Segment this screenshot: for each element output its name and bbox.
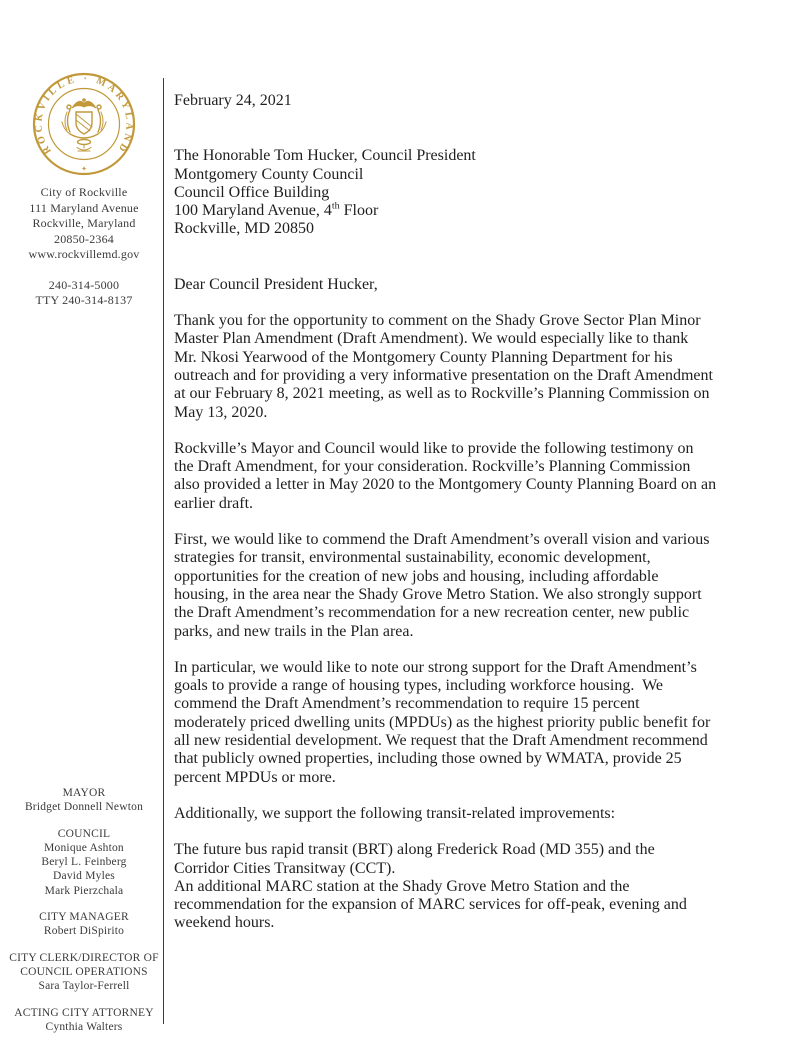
official-title: COUNCIL bbox=[57, 827, 111, 840]
bullet-line: An additional MARC station at the Shady Grove Metro Station and the bbox=[174, 877, 630, 895]
official-name: Cynthia Walters bbox=[45, 1020, 123, 1033]
letterhead-address bbox=[4, 185, 164, 263]
paragraph-line: May 13, 2020. bbox=[174, 403, 268, 421]
bullet-item bbox=[174, 878, 784, 933]
paragraph-line: outreach and for providing a very informative presentation on the Draft Amendment bbox=[174, 366, 713, 384]
official-names bbox=[4, 1020, 164, 1034]
paragraph-line: First, we would like to commend the Draft Amendment’s overall vision and various bbox=[174, 531, 710, 549]
letterhead-address-line: www.rockvillemd.gov bbox=[28, 247, 140, 261]
letterhead-address-line: 20850-2364 bbox=[54, 231, 114, 246]
letter-date: February 24, 2021 bbox=[174, 92, 292, 109]
bullet-list bbox=[174, 841, 784, 932]
official-title: CITY MANAGER bbox=[39, 911, 129, 924]
vertical-divider bbox=[163, 78, 164, 1024]
official-name: Robert DiSpirito bbox=[43, 925, 125, 938]
paragraphs bbox=[174, 312, 784, 823]
city-seal bbox=[32, 72, 136, 176]
official-group bbox=[4, 951, 164, 994]
recipient-line: Rockville, MD 20850 bbox=[174, 220, 314, 238]
paragraph-line: housing, in the area near the Shady Grove Metro Station. We also strongly support bbox=[174, 585, 702, 603]
paragraph bbox=[174, 440, 784, 513]
paragraph-line: all new residential development. We request that the Draft Amendment recommend bbox=[174, 732, 708, 750]
officials-list bbox=[4, 786, 164, 1046]
official-name: Monique Ashton bbox=[44, 841, 124, 854]
svg-text:ROCKVILLE · MARYLAND bbox=[33, 73, 135, 155]
official-names bbox=[4, 841, 164, 898]
seal-crest-icon bbox=[62, 98, 106, 151]
official-names bbox=[4, 924, 164, 938]
paragraph-line: Additionally, we support the following transit-related improvements: bbox=[174, 804, 616, 822]
recipient-line: 100 Maryland Avenue, 4th Floor bbox=[174, 200, 379, 220]
paragraph-line: parks, and new trails in the Plan area. bbox=[174, 622, 414, 640]
bullet-line: The future bus rapid transit (BRT) along Frederick Road (MD 355) and the bbox=[174, 841, 655, 859]
city-seal-icon bbox=[32, 72, 136, 176]
paragraph bbox=[174, 805, 784, 823]
paragraph-line: that publicly owned properties, including those owned by WMATA, provide 25 bbox=[174, 750, 682, 768]
paragraph-line: the Draft Amendment, for your consideration. Rockville’s Planning Commission bbox=[174, 458, 691, 476]
bullet-line: recommendation for the expansion of MARC services for off-peak, evening and bbox=[174, 896, 687, 914]
official-group bbox=[4, 827, 164, 898]
official-group bbox=[4, 786, 164, 815]
paragraph bbox=[174, 312, 784, 422]
letterhead-address-line: Rockville, Maryland bbox=[32, 216, 136, 230]
seal-bottom-glyph: ✦ bbox=[81, 165, 87, 173]
letterhead-address-line: 111 Maryland Avenue bbox=[29, 200, 139, 215]
bullet-line: weekend hours. bbox=[174, 914, 275, 932]
paragraph-line: strategies for transit, environmental sustainability, economic development, bbox=[174, 549, 651, 567]
paragraph-line: Master Plan Amendment (Draft Amendment). We would especially like to thank bbox=[174, 330, 689, 348]
official-group bbox=[4, 910, 164, 939]
paragraph-line: also provided a letter in May 2020 to the Montgomery County Planning Board on an bbox=[174, 476, 717, 494]
paragraph-line: goals to provide a range of housing types, including workforce housing. We bbox=[174, 677, 663, 695]
official-name: David Myles bbox=[53, 870, 115, 883]
paragraph-line: Mr. Nkosi Yearwood of the Montgomery County Planning Department for his bbox=[174, 348, 673, 366]
recipient-line: Montgomery County Council bbox=[174, 165, 364, 183]
letter-body bbox=[174, 92, 784, 933]
paragraph-line: Rockville’s Mayor and Council would like to provide the following testimony on bbox=[174, 439, 694, 457]
official-title: ACTING CITY ATTORNEY bbox=[14, 1006, 154, 1019]
official-name: Bridget Donnell Newton bbox=[24, 801, 144, 814]
official-group bbox=[4, 1006, 164, 1035]
salutation: Dear Council President Hucker, bbox=[174, 275, 378, 293]
official-name: Sara Taylor-Ferrell bbox=[38, 980, 130, 993]
recipient-line: Council Office Building bbox=[174, 183, 330, 201]
paragraph-line: percent MPDUs or more. bbox=[174, 768, 336, 786]
official-title: CITY CLERK/DIRECTOR OF COUNCIL OPERATIONS bbox=[9, 951, 159, 978]
paragraph-line: moderately priced dwelling units (MPDUs) as the highest priority public benefit for bbox=[174, 713, 711, 731]
paragraph-line: Thank you for the opportunity to comment on the Shady Grove Sector Plan Minor bbox=[174, 312, 701, 330]
paragraph-line: In particular, we would like to note our strong support for the Draft Amendment’s bbox=[174, 658, 697, 676]
official-name: Mark Pierzchala bbox=[44, 884, 124, 897]
paragraph-line: commend the Draft Amendment’s recommendation to require 15 percent bbox=[174, 695, 640, 713]
paragraph bbox=[174, 531, 784, 641]
paragraph-line: at our February 8, 2021 meeting, as well as to Rockville’s Planning Commission on bbox=[174, 385, 710, 403]
paragraph-line: the Draft Amendment’s recommendation for a new recreation center, new public bbox=[174, 604, 690, 622]
bullet-item bbox=[174, 841, 784, 878]
official-name: Beryl L. Feinberg bbox=[41, 856, 127, 869]
paragraph bbox=[174, 659, 784, 787]
seal-ring-text: ROCKVILLE · MARYLAND bbox=[33, 73, 135, 156]
bullet-line: Corridor Cities Transitway (CCT). bbox=[174, 859, 396, 877]
letterhead-phone-line: 240-314-5000 bbox=[48, 277, 120, 292]
official-names bbox=[4, 800, 164, 814]
paragraph-line: opportunities for the creation of new jobs and housing, including affordable bbox=[174, 567, 659, 585]
recipient-line: The Honorable Tom Hucker, Council President bbox=[174, 147, 476, 165]
paragraph-line: earlier draft. bbox=[174, 494, 254, 512]
recipient-address bbox=[174, 147, 784, 238]
letterhead-phone bbox=[4, 278, 164, 309]
letterhead-phone-line: TTY 240-314-8137 bbox=[35, 293, 133, 307]
official-title: MAYOR bbox=[62, 787, 106, 799]
letterhead-address-line: City of Rockville bbox=[40, 185, 128, 199]
official-names bbox=[4, 979, 164, 993]
letterhead-sidebar bbox=[4, 0, 164, 1033]
